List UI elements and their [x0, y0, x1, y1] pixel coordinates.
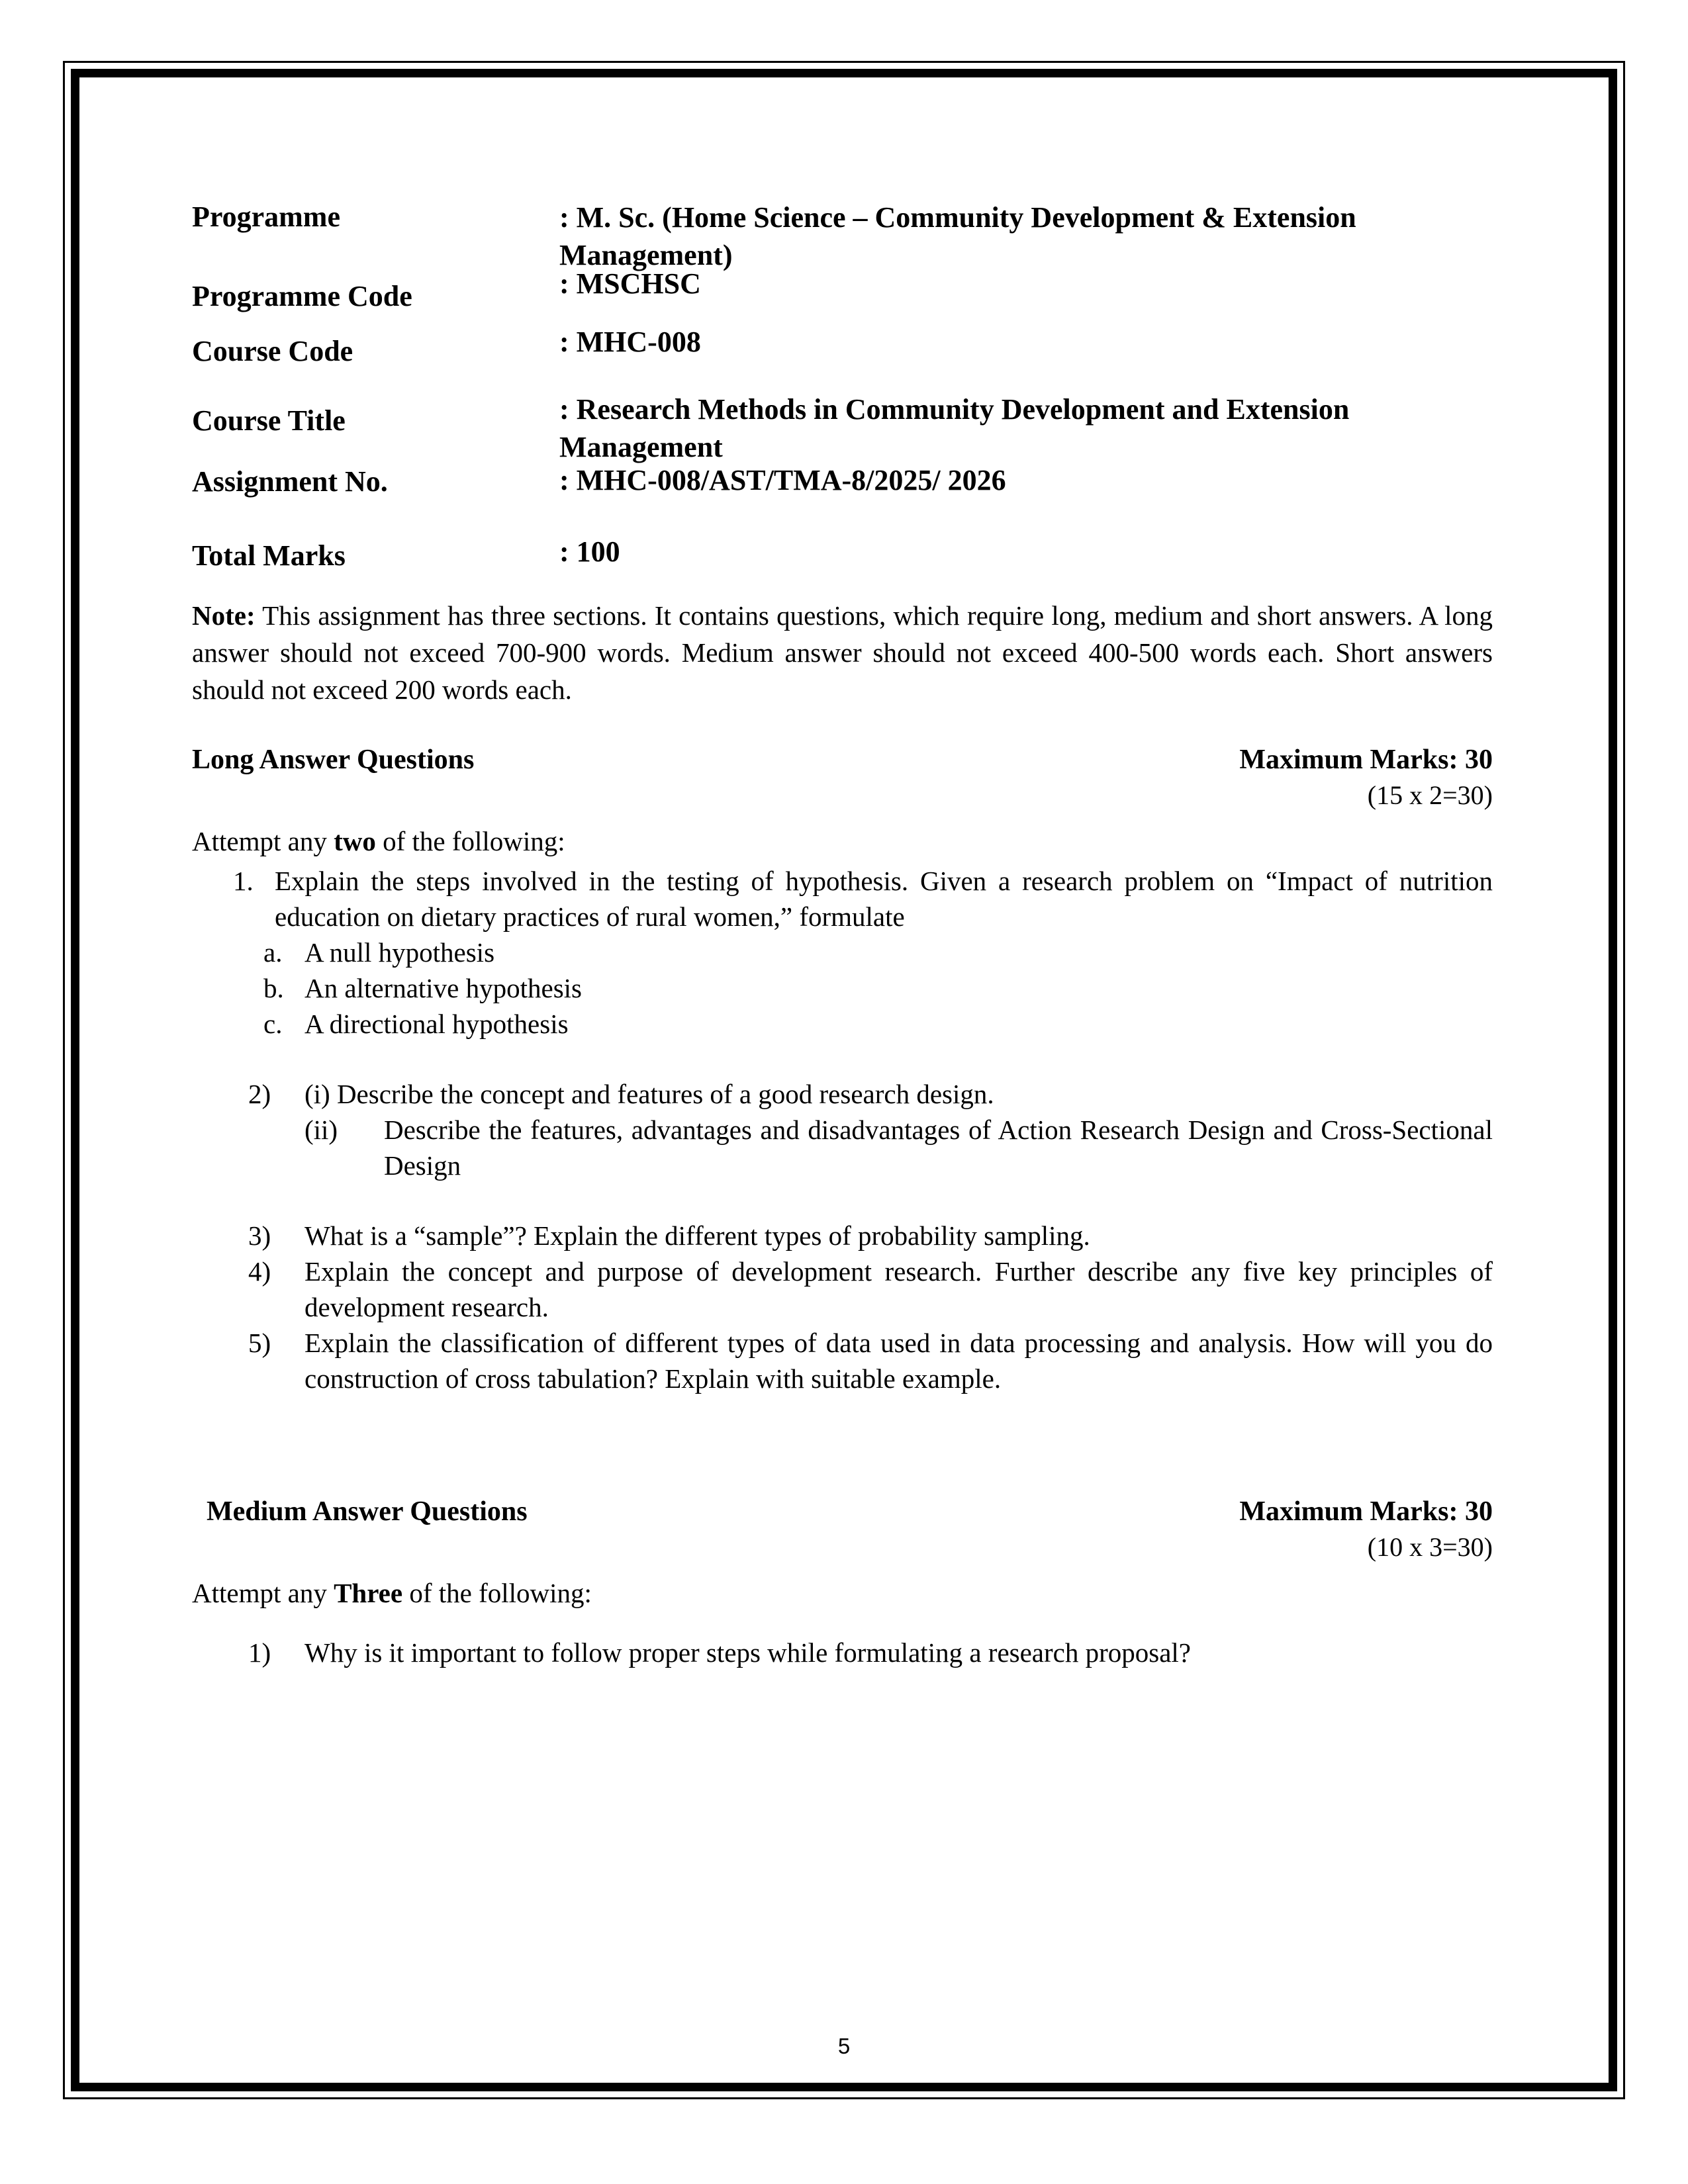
medium-answer-marks-formula: (10 x 3=30)	[1367, 1532, 1493, 1562]
question-item	[192, 1218, 1493, 1253]
question-subitem-marker: (ii)	[305, 1115, 338, 1145]
medium-answer-title: Medium Answer Questions	[207, 1496, 528, 1527]
assignment-header	[192, 199, 1493, 572]
long-answer-max-marks: Maximum Marks: 30	[1239, 745, 1493, 775]
attempt-prefix-long: Attempt any	[192, 826, 334, 856]
question-subitem	[192, 1112, 1493, 1183]
question-marker: 4)	[248, 1256, 271, 1287]
question-item	[192, 863, 1493, 934]
question-subitem-text: A null hypothesis	[305, 937, 495, 968]
meta-label-programme: Programme	[192, 201, 340, 233]
meta-value-course-code: : MHC-008	[559, 326, 701, 358]
long-answer-question-list	[192, 863, 1493, 1396]
question-item	[192, 1325, 1493, 1396]
attempt-count-long: two	[334, 826, 376, 856]
question-subitem	[192, 934, 1493, 970]
question-item	[192, 1635, 1493, 1670]
question-subitem	[192, 1006, 1493, 1042]
meta-label-programme-code: Programme Code	[192, 280, 412, 312]
long-answer-section-heading	[192, 743, 1493, 777]
meta-label-course-code: Course Code	[192, 335, 353, 367]
attempt-suffix-medium: of the following:	[402, 1578, 592, 1608]
medium-answer-section-heading	[192, 1494, 1493, 1529]
question-item	[192, 1076, 1493, 1112]
meta-value-programme-code: : MSCHSC	[559, 267, 701, 300]
question-subitem-marker: c.	[263, 1009, 283, 1039]
meta-value-assignment-no: : MHC-008/AST/TMA-8/2025/ 2026	[559, 464, 1006, 496]
question-subitem-text: A directional hypothesis	[305, 1009, 569, 1039]
question-text: (i) Describe the concept and features of a good research design.	[305, 1079, 994, 1109]
question-marker: 5)	[248, 1328, 271, 1358]
attempt-suffix-long: of the following:	[375, 826, 565, 856]
question-subitem-text: An alternative hypothesis	[305, 973, 583, 1003]
list-spacer	[192, 1183, 1493, 1218]
question-marker: 3)	[248, 1220, 271, 1251]
meta-label-course-title: Course Title	[192, 404, 346, 437]
list-spacer	[192, 1615, 1493, 1635]
page-number: 5	[837, 2034, 851, 2058]
meta-label-total-marks: Total Marks	[192, 539, 346, 572]
question-text: What is a “sample”? Explain the different types of probability sampling.	[305, 1220, 1090, 1251]
note-paragraph	[192, 597, 1493, 708]
note-text: This assignment has three sections. It contains questions, which require long, medium and short answers. A long answer should not exceed 700-900 words. Medium answer should not exceed 400-500 words each. Short answers should not exceed 200 words each.	[192, 600, 1493, 705]
question-text: Explain the steps involved in the testing of hypothesis. Given a research problem on “Impact of nutrition education on dietary practices of rural women,” formulate	[275, 866, 1493, 932]
question-marker: 1)	[248, 1637, 271, 1668]
page-content	[192, 199, 1493, 1670]
long-answer-title: Long Answer Questions	[192, 745, 475, 775]
meta-label-assignment-no: Assignment No.	[192, 465, 388, 498]
attempt-count-medium: Three	[334, 1578, 403, 1608]
question-subitem-marker: b.	[263, 973, 284, 1003]
question-text: Explain the classification of different types of data used in data processing and analysis. How will you do construction of cross tabulation? Explain with suitable example.	[305, 1328, 1493, 1394]
medium-answer-max-marks: Maximum Marks: 30	[1239, 1496, 1493, 1527]
long-answer-attempt-instruction	[192, 823, 1493, 859]
medium-answer-attempt-instruction	[192, 1575, 1493, 1611]
section-spacer	[192, 1396, 1493, 1460]
question-text: Explain the concept and purpose of development research. Further describe any five key principles of development research.	[305, 1256, 1493, 1322]
meta-value-total-marks: : 100	[559, 535, 620, 568]
question-marker: 2)	[248, 1079, 271, 1109]
list-spacer	[192, 1042, 1493, 1076]
long-answer-marks-formula: (15 x 2=30)	[1367, 780, 1493, 810]
attempt-prefix-medium: Attempt any	[192, 1578, 334, 1608]
medium-answer-question-list	[192, 1615, 1493, 1670]
question-marker: 1.	[233, 866, 254, 896]
question-subitem	[192, 970, 1493, 1006]
question-text: Why is it important to follow proper steps while formulating a research proposal?	[305, 1637, 1191, 1668]
note-label: Note:	[192, 600, 256, 631]
question-item	[192, 1253, 1493, 1325]
question-subitem-text: Describe the features, advantages and disadvantages of Action Research Design and Cross-Sectional Design	[384, 1115, 1493, 1181]
question-subitem-marker: a.	[263, 937, 283, 968]
meta-value-programme: : M. Sc. (Home Science – Community Development & Extension Management)	[559, 201, 1356, 271]
meta-value-course-title: : Research Methods in Community Development and Extension Management	[559, 393, 1350, 463]
